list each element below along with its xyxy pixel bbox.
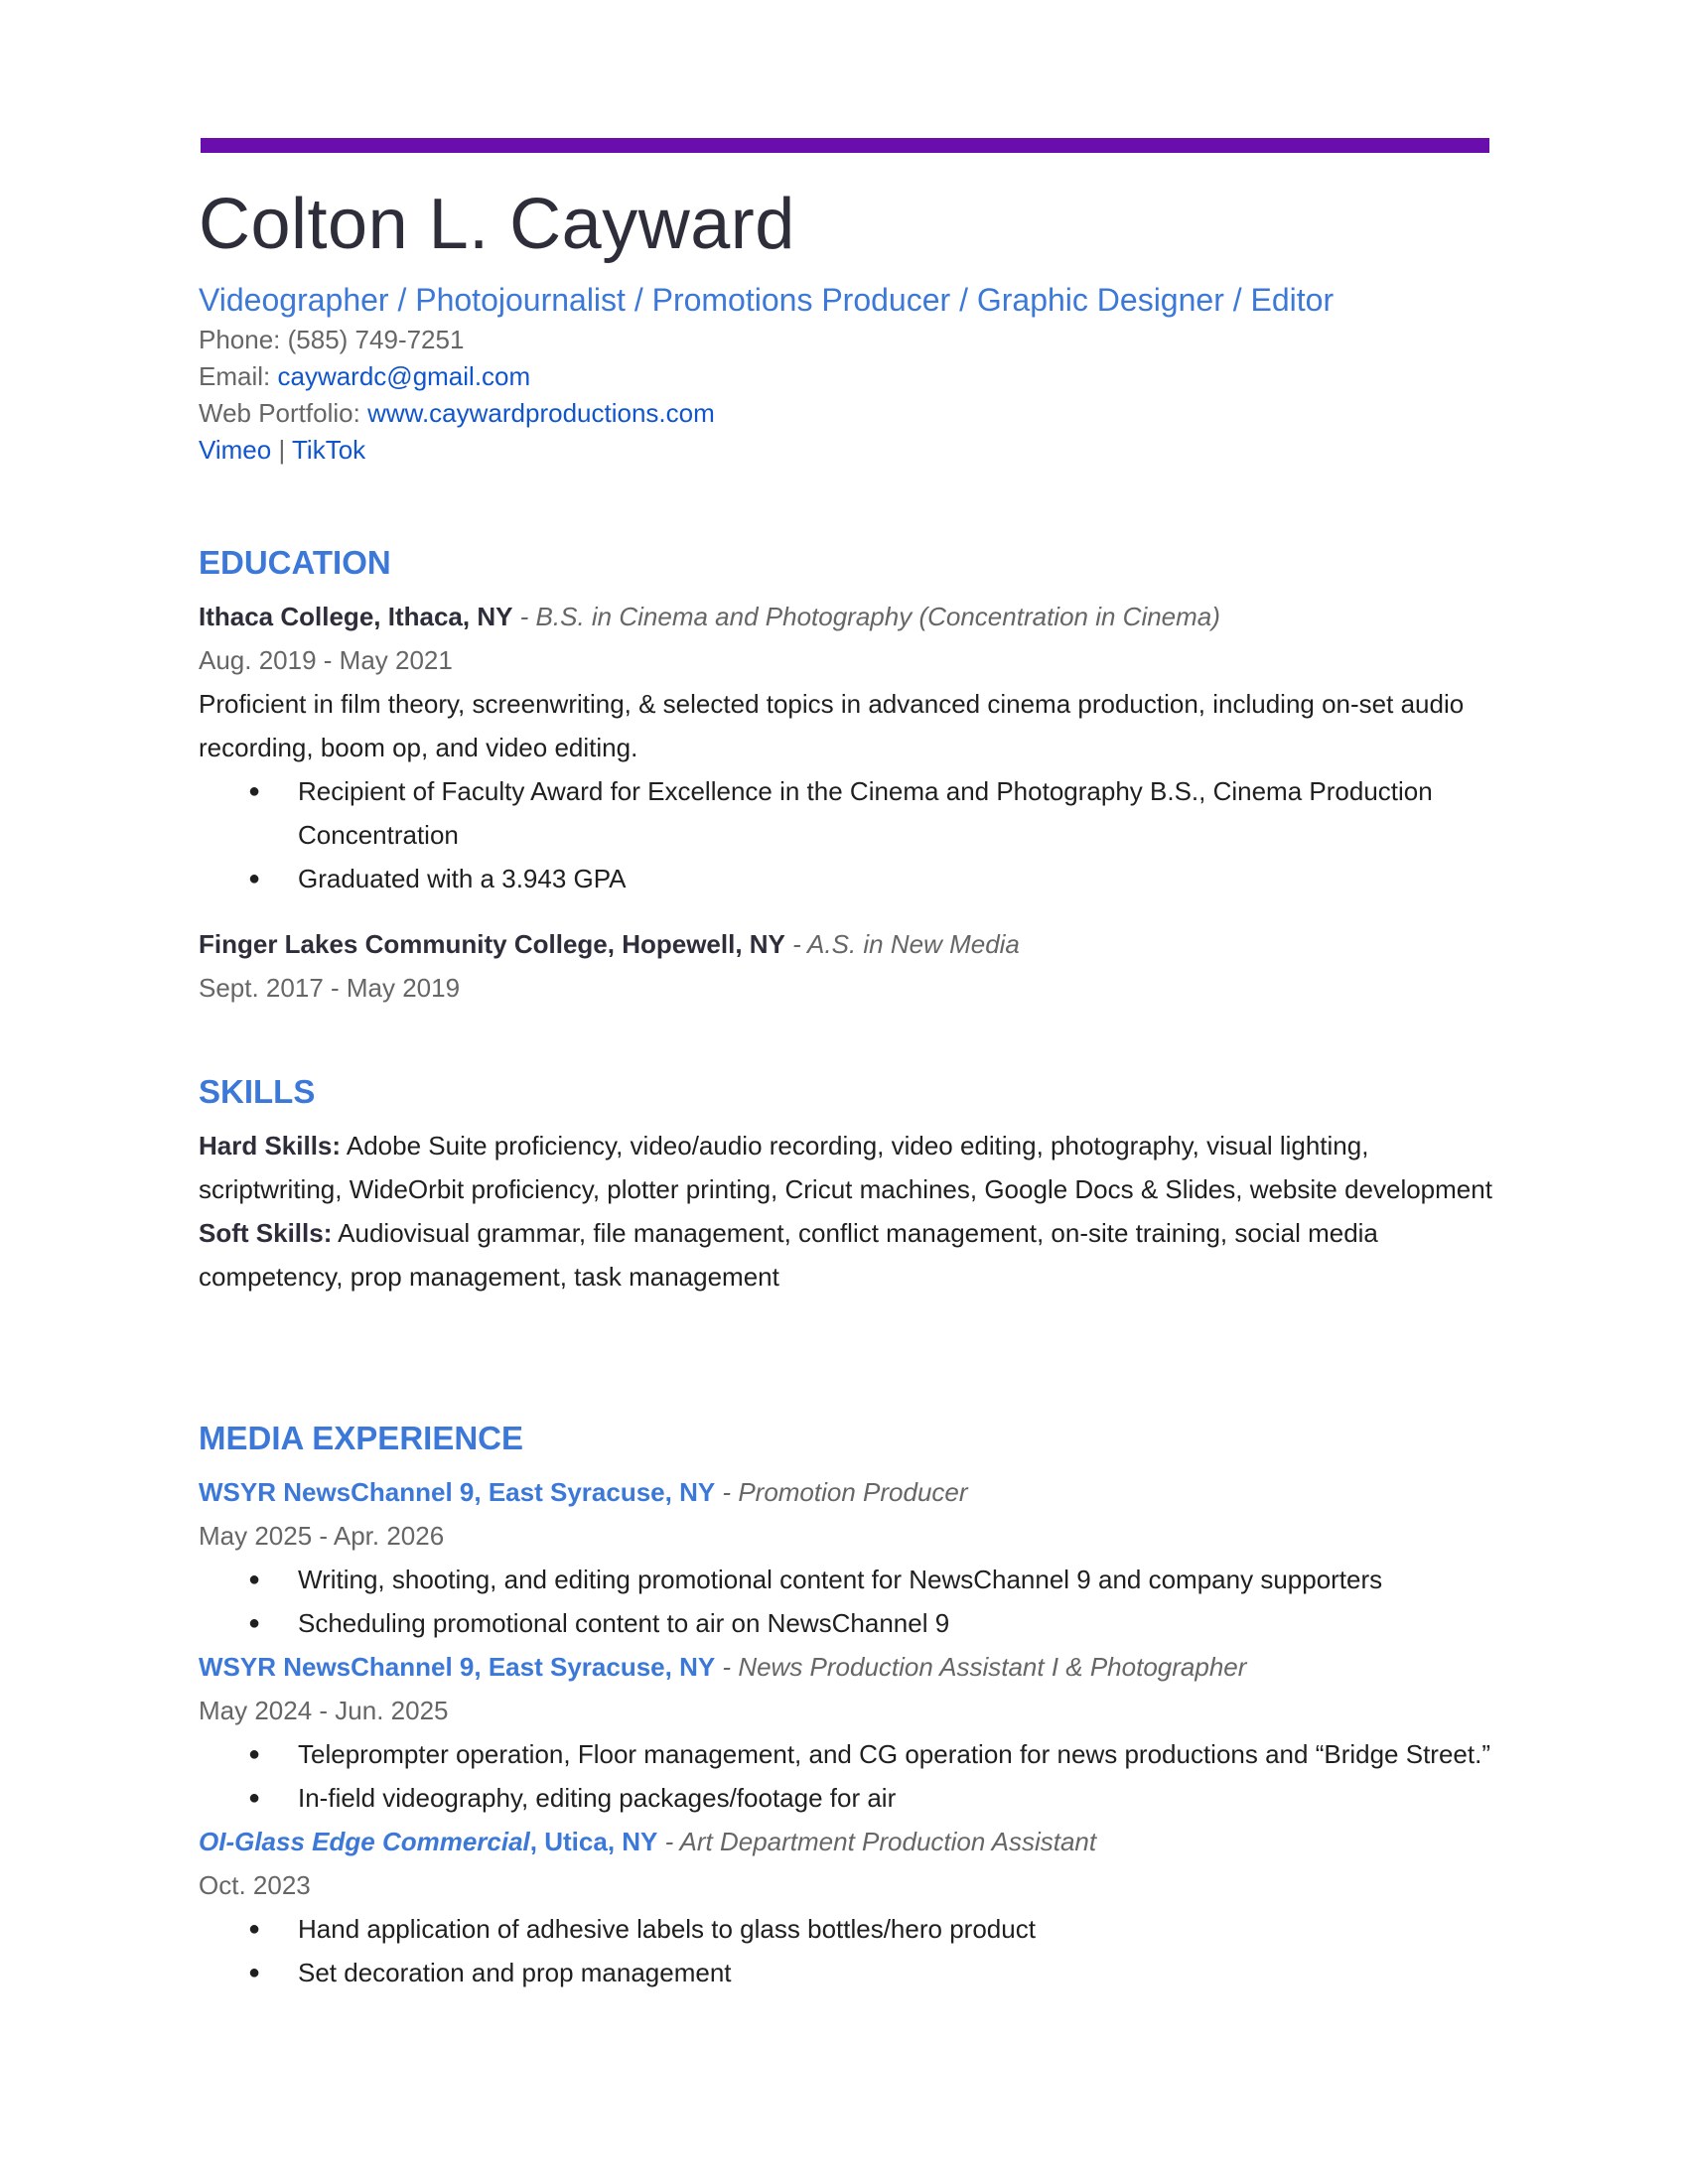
job-bullets: [199, 1732, 1509, 1820]
vimeo-link[interactable]: Vimeo: [199, 435, 272, 465]
skills-section: [199, 1070, 1509, 1298]
tiktok-link[interactable]: TikTok: [292, 435, 366, 465]
education-entry-head: [199, 922, 1509, 966]
bullet-text: Set decoration and prop management: [298, 1958, 732, 1987]
hard-skills: [199, 1124, 1509, 1211]
soft-skills-text: Audiovisual grammar, file management, conflict management, on-site training, social media competency, prop management, task management: [199, 1218, 1378, 1292]
link-separator: |: [278, 435, 286, 465]
dash: -: [715, 1652, 739, 1682]
hard-skills-text: Adobe Suite proficiency, video/audio recording, video editing, photography, visual lighting, scriptwriting, WideOrbit proficiency, plotter printing, Cricut machines, Google Docs & Slides, website development: [199, 1131, 1492, 1204]
bullet-icon: ●: [248, 1918, 261, 1940]
portfolio-link[interactable]: www.caywardproductions.com: [367, 398, 715, 428]
header: [199, 179, 1509, 469]
soft-skills-label: Soft Skills:: [199, 1218, 333, 1248]
employer-name: WSYR NewsChannel 9, East Syracuse, NY: [199, 1477, 716, 1507]
bullet-icon: ●: [248, 1612, 261, 1634]
job-entry-head: [199, 1820, 1509, 1863]
bullet-text: Teleprompter operation, Floor management, and CG operation for news productions and “Bridge Street.”: [298, 1739, 1490, 1769]
media-experience-title: MEDIA EXPERIENCE: [199, 1420, 524, 1456]
portfolio-label: Web Portfolio:: [199, 398, 360, 428]
list-item: [199, 769, 1509, 857]
job-role: News Production Assistant I & Photographer: [738, 1652, 1247, 1682]
job-entry-head: [199, 1645, 1509, 1689]
bullet-icon: ●: [248, 780, 261, 802]
job-titles: Videographer / Photojournalist / Promotions Producer / Graphic Designer / Editor: [199, 282, 1335, 318]
degree: A.S. in New Media: [807, 929, 1020, 959]
education-dates: Sept. 2017 - May 2019: [199, 973, 461, 1003]
hard-skills-label: Hard Skills:: [199, 1131, 342, 1160]
accent-bar: [201, 138, 1489, 153]
employer-name: OI-Glass Edge Commercial: [199, 1827, 530, 1856]
bullet-text: In-field videography, editing packages/footage for air: [298, 1783, 897, 1813]
bullet-icon: ●: [248, 1962, 261, 1983]
job-dates: Oct. 2023: [199, 1870, 311, 1900]
list-item: [199, 1907, 1509, 1951]
list-item: [199, 1558, 1509, 1601]
bullet-icon: ●: [248, 1569, 261, 1590]
soft-skills: [199, 1211, 1509, 1298]
job-dates: May 2024 - Jun. 2025: [199, 1696, 449, 1725]
social-links: [199, 432, 1509, 469]
media-experience-section: [199, 1417, 1509, 1994]
school-name: Finger Lakes Community College, Hopewell, NY: [199, 929, 785, 959]
bullet-text: Scheduling promotional content to air on NewsChannel 9: [298, 1608, 950, 1638]
list-item: [199, 1951, 1509, 1994]
dash: -: [784, 929, 808, 959]
education-entry-head: [199, 595, 1509, 638]
bullet-icon: ●: [248, 1787, 261, 1809]
portfolio-line: [199, 395, 1509, 432]
bullet-text: Writing, shooting, and editing promotional content for NewsChannel 9 and company supporters: [298, 1565, 1383, 1594]
email-link[interactable]: caywardc@gmail.com: [277, 361, 531, 391]
education-title: EDUCATION: [199, 544, 391, 581]
job-role: Art Department Production Assistant: [679, 1827, 1097, 1856]
job-role: Promotion Producer: [738, 1477, 968, 1507]
list-item: [199, 1776, 1509, 1820]
phone-line: [199, 322, 1509, 358]
bullet-text: Hand application of adhesive labels to glass bottles/hero product: [298, 1914, 1036, 1944]
bullet-icon: ●: [248, 868, 261, 889]
skills-title: SKILLS: [199, 1073, 316, 1110]
email-line: [199, 358, 1509, 395]
employer-location: , Utica, NY: [529, 1827, 658, 1856]
candidate-name: Colton L. Cayward: [199, 185, 795, 264]
job-entry-head: [199, 1470, 1509, 1514]
education-bullets: [199, 769, 1509, 900]
degree: B.S. in Cinema and Photography (Concentration in Cinema): [535, 602, 1220, 631]
dash: -: [657, 1827, 680, 1856]
phone-label: Phone:: [199, 325, 281, 354]
bullet-text: Recipient of Faculty Award for Excellence in the Cinema and Photography B.S., Cinema Production Concentration: [298, 776, 1433, 850]
email-label: Email:: [199, 361, 271, 391]
job-bullets: [199, 1558, 1509, 1645]
education-dates: Aug. 2019 - May 2021: [199, 645, 453, 675]
dash: -: [512, 602, 536, 631]
school-name: Ithaca College, Ithaca, NY: [199, 602, 513, 631]
bullet-icon: ●: [248, 1743, 261, 1765]
bullet-text: Graduated with a 3.943 GPA: [298, 864, 627, 893]
list-item: [199, 1732, 1509, 1776]
dash: -: [715, 1477, 739, 1507]
job-bullets: [199, 1907, 1509, 1994]
list-item: [199, 857, 1509, 900]
phone-number: (585) 749-7251: [287, 325, 465, 354]
list-item: [199, 1601, 1509, 1645]
education-description: Proficient in film theory, screenwriting, & selected topics in advanced cinema production, including on-set audio recording, boom op, and video editing.: [199, 689, 1465, 762]
employer-name: WSYR NewsChannel 9, East Syracuse, NY: [199, 1652, 716, 1682]
education-section: [199, 541, 1509, 1010]
job-dates: May 2025 - Apr. 2026: [199, 1521, 445, 1551]
